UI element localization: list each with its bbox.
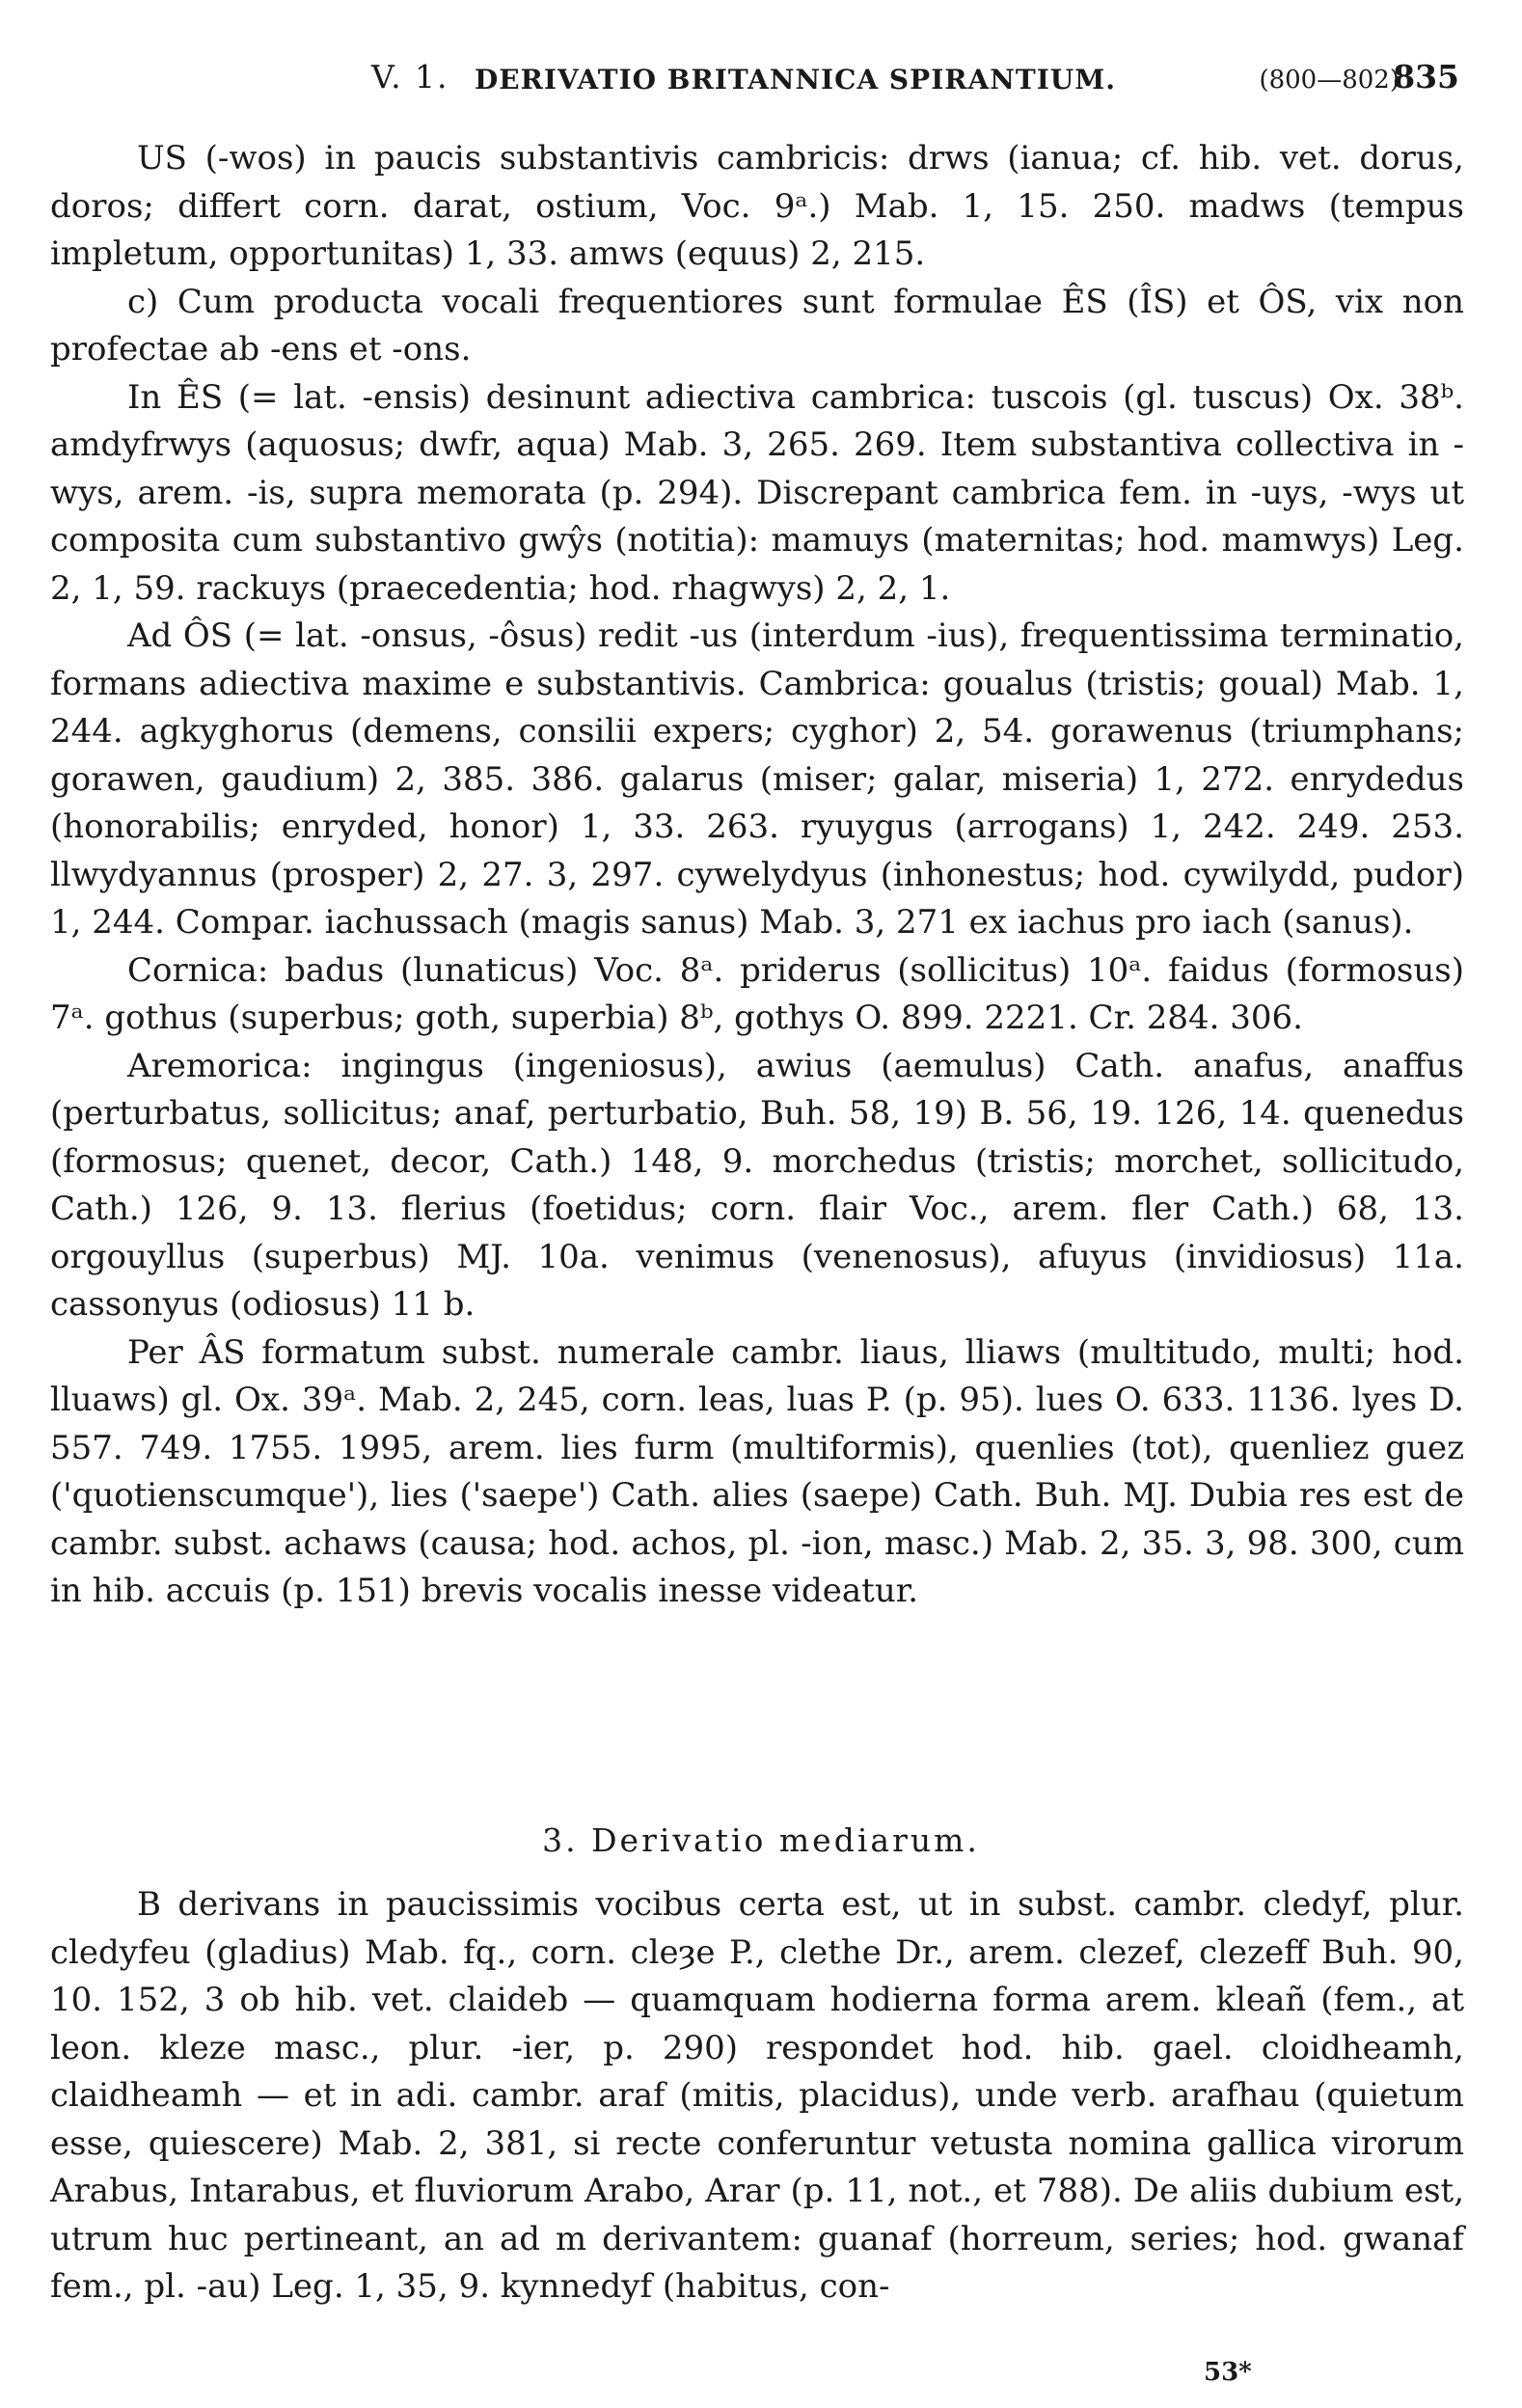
- paragraph: B derivans in paucissimis vocibus certa est, ut in subst. cambr. cledyf, plur. cledyfeu (gladius) Mab. fq., corn. cleȝe P., clethe Dr., arem. clezef, clezeff Buh. 90, 10. 152, 3 ob hib. vet. claideb — quamquam hodierna forma arem. kleañ (fem., at leon. kleze masc., plur. -ier, p. 290) respondet hod. hib. gael. cloidheamh, claidheamh — et in adi. cambr. araf (mitis, placidus), unde verb. arafhau (quietum esse, quiescere) Mab. 2, 381, si recte conferuntur vetusta nomina gallica virorum Arabus, Intarabus, et fluviorum Arabo, Arar (p. 11, not., et 788). De aliis dubium est, utrum huc pertineant, an ad m derivantem: guanaf (horreum, series; hod. gwanaf fem., pl. -au) Leg. 1, 35, 9. kynnedyf (habitus, con-: [50, 1885, 1464, 2306]
- paragraph: Ad ÔS (= lat. -onsus, -ôsus) redit -us (interdum -ius), frequentissima terminatio, formans adiectiva maxime e substantivis. Cambrica: goualus (tristis; goual) Mab. 1, 244. agkyghorus (demens, consilii expers; cyghor) 2, 54. gorawenus (triumphans; gorawen, gaudium) 2, 385. 386. galarus (miser; galar, miseria) 1, 272. enrydedus (honorabilis; enryded, honor) 1, 33. 263. ryuygus (arrogans) 1, 242. 249. 253. llwydyannus (prosper) 2, 27. 3, 297. cywelydyus (inhonestus; hod. cywilydd, pudor) 1, 244. Compar. iachussach (magis sanus) Mab. 3, 271 ex iachus pro iach (sanus).: [50, 616, 1464, 942]
- paragraph: Per ÂS formatum subst. numerale cambr. liaus, lliaws (multitudo, multi; hod. lluaws) gl. Ox. 39ᵃ. Mab. 2, 245, corn. leas, luas P. (p. 95). lues O. 633. 1136. lyes D. 557. 749. 1755. 1995, arem. lies furm (multiformis), quenlies (tot), quenliez guez ('quotienscumque'), lies ('saepe') Cath. alies (saepe) Cath. Buh. MJ. Dubia res est de cambr. subst. achaws (causa; hod. achos, pl. -ion, masc.) Mab. 2, 35. 3, 98. 300, cum in hib. accuis (p. 151) brevis vocalis inesse videatur.: [50, 1332, 1464, 1610]
- paragraph: Cornica: badus (lunaticus) Voc. 8ᵃ. priderus (sollicitus) 10ᵃ. faidus (formosus) 7ᵃ. gothus (superbus; goth, superbia) 8ᵇ, gothys O. 899. 2221. Cr. 284. 306.: [50, 950, 1464, 1037]
- page-number: 835: [1393, 58, 1459, 96]
- signature-mark: 53*: [1204, 2358, 1252, 2387]
- paragraph: c) Cum producta vocali frequentiores sunt formulae ÊS (ÎS) et ÔS, vix non profectae ab -ens et -ons.: [50, 282, 1464, 369]
- running-header: [53, 58, 1459, 116]
- paragraph: In ÊS (= lat. -ensis) desinunt adiectiva cambrica: tuscois (gl. tuscus) Ox. 38ᵇ. amdyfrwys (aquosus; dwfr, aqua) Mab. 3, 265. 269. Item substantiva collectiva in -wys, arem. -is, supra memorata (p. 294). Discrepant cambrica fem. in -uys, -wys ut composita cum substantivo gwŷs (notitia): mamuys (maternitas; hod. mamwys) Leg. 2, 1, 59. rackuys (praecedentia; hod. rhagwys) 2, 2, 1.: [50, 377, 1464, 608]
- paragraph: Aremorica: ingingus (ingeniosus), awius (aemulus) Cath. anafus, anaffus (perturbatus, sollicitus; anaf, perturbatio, Buh. 58, 19) B. 56, 19. 126, 14. quenedus (formosus; quenet, decor, Cath.) 148, 9. morchedus (tristis; morchet, sollicitudo, Cath.) 126, 9. 13. flerius (foetidus; corn. flair Voc., arem. fler Cath.) 68, 13. orgouyllus (superbus) MJ. 10a. venimus (venenosus), afuyus (invidiosus) 11a. cassonyus (odiosus) 11 b.: [50, 1046, 1464, 1324]
- running-title: DERIVATIO BRITANNICA SPIRANTIUM.: [475, 64, 1116, 96]
- paragraph: US (-wos) in paucis substantivis cambricis: drws (ianua; cf. hib. vet. dorus, doros; differt corn. darat, ostium, Voc. 9ᵃ.) Mab. 1, 15. 250. madws (tempus impletum, opportunitas) 1, 33. amws (equus) 2, 215.: [50, 139, 1464, 273]
- section-text: [50, 1881, 1464, 2312]
- section-heading: 3. Derivatio mediarum.: [542, 1821, 980, 1859]
- section-range: (800—802): [1259, 66, 1400, 95]
- main-text: [50, 135, 1464, 1616]
- chapter-number: V. 1.: [371, 58, 449, 96]
